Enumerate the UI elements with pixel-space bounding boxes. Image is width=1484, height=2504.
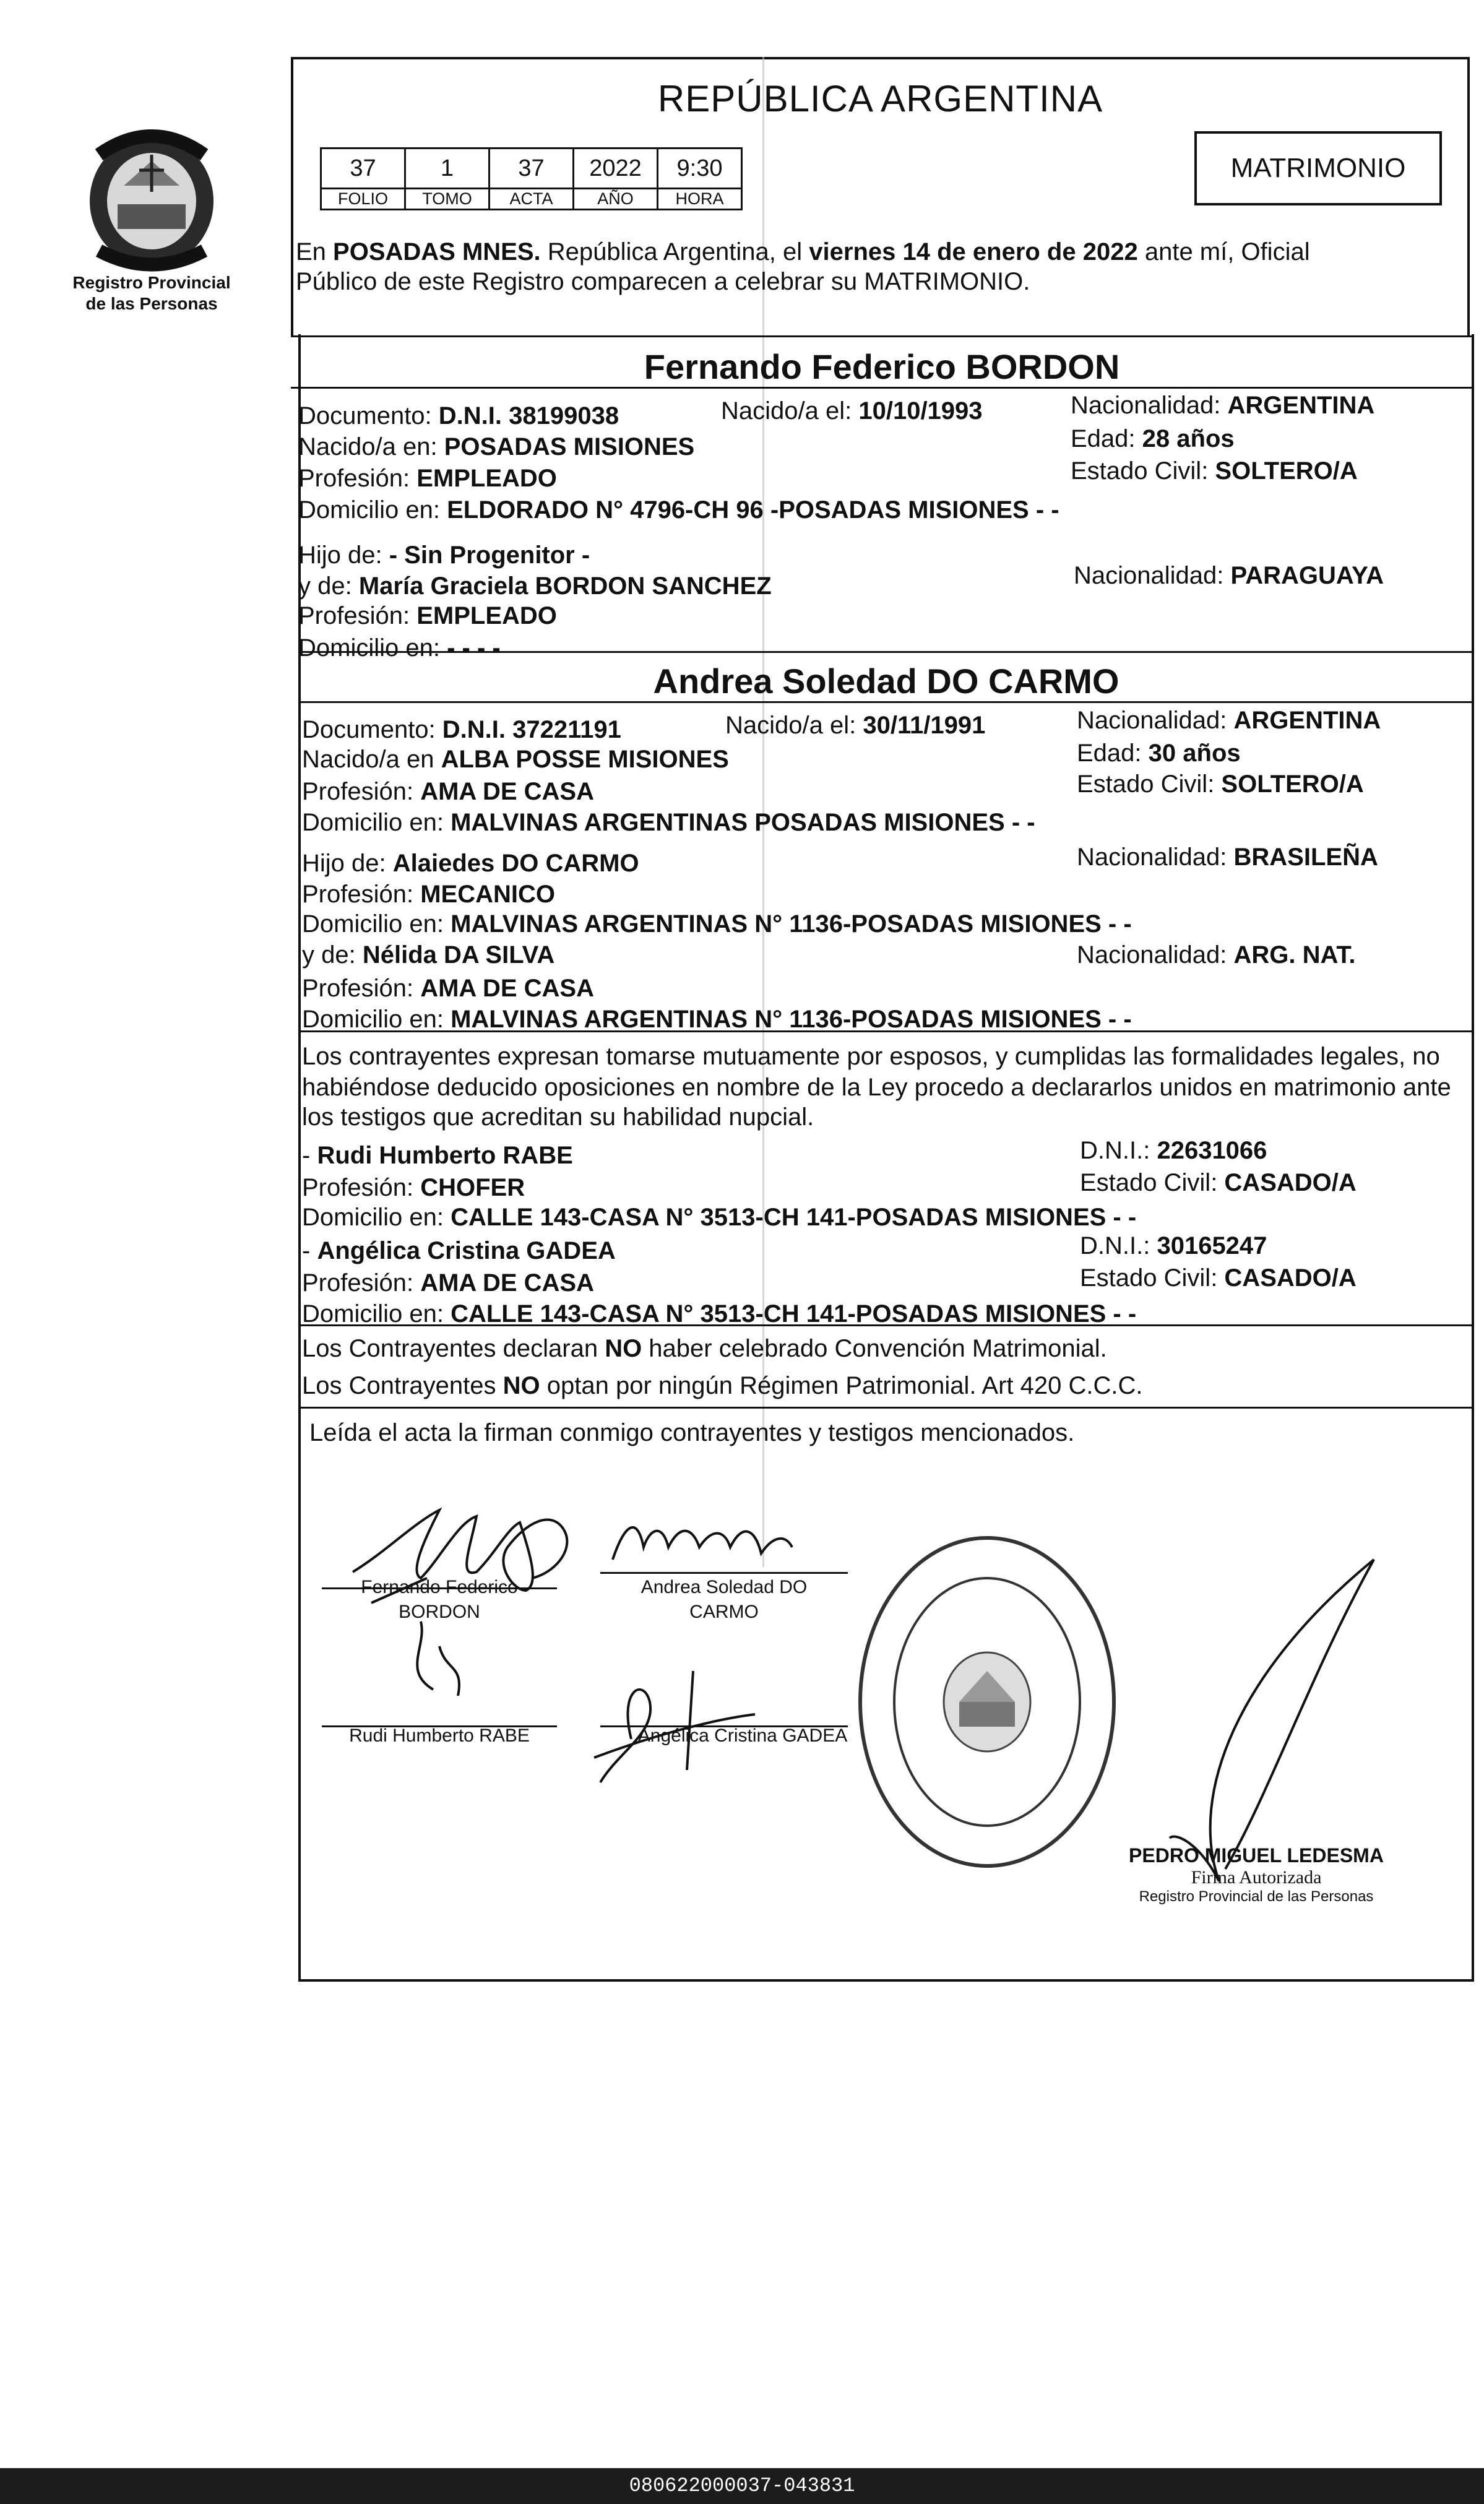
folio-value: 37 xyxy=(321,149,405,189)
page-title: REPÚBLICA ARGENTINA xyxy=(657,78,1103,119)
witness2-name xyxy=(302,1234,616,1267)
signature-official xyxy=(1126,1547,1386,1894)
declaration-line2: habiéndose deducido oposiciones en nombre de la Ley procedo a declararlos unidos en matrimonio ante xyxy=(302,1074,1451,1101)
official-stamp xyxy=(854,1529,1120,1875)
field-label: Nacido/a el: xyxy=(725,712,863,739)
field-value: 30 años xyxy=(1148,740,1241,767)
record-kind-box: MATRIMONIO xyxy=(1194,131,1442,205)
intro-text: ante mí, Oficial xyxy=(1137,238,1310,266)
field-value: Nélida DA SILVA xyxy=(362,941,555,969)
field-label: y de: xyxy=(298,572,359,600)
divider xyxy=(291,335,1473,337)
field-label: Profesión: xyxy=(302,778,421,805)
spouse2-father-address xyxy=(302,907,1132,941)
field-label: Nacionalidad: xyxy=(1077,707,1234,734)
field-label: Domicilio en: xyxy=(302,1006,451,1033)
field-label: Profesión: xyxy=(302,1174,421,1201)
spouse2-father-nationality xyxy=(1077,840,1378,874)
field-label: Estado Civil: xyxy=(1080,1264,1225,1292)
field-value: 28 años xyxy=(1142,425,1235,452)
tomo-label: TOMO xyxy=(405,189,490,210)
field-value: María Graciela BORDON SANCHEZ xyxy=(358,572,772,600)
field-value: ARG. NAT. xyxy=(1233,941,1356,969)
signature-label-line: Andrea Soledad DO xyxy=(641,1577,808,1597)
field-label: Domicilio en: xyxy=(298,634,447,662)
spouse1-document xyxy=(298,399,619,433)
regime-no: NO xyxy=(605,1335,642,1362)
field-value: - - - - xyxy=(447,634,501,662)
year-label: AÑO xyxy=(574,189,658,210)
field-value: SOLTERO/A xyxy=(1215,457,1358,485)
spouse1-father xyxy=(298,538,590,572)
registry-logo xyxy=(74,118,229,272)
signature-label-line: CARMO xyxy=(689,1602,759,1622)
field-value: CASADO/A xyxy=(1224,1264,1357,1292)
declaration-line3: los testigos que acreditan su habilidad nupcial. xyxy=(302,1103,814,1131)
field-label: Profesión: xyxy=(298,602,417,629)
intro-date: viernes 14 de enero de 2022 xyxy=(809,238,1138,266)
field-label: Nacionalidad: xyxy=(1071,392,1228,419)
intro-text: República Argentina, el xyxy=(540,238,809,266)
year-value: 2022 xyxy=(574,149,658,189)
logo-caption xyxy=(56,272,248,314)
spouse2-born-in xyxy=(302,743,729,776)
divider xyxy=(298,1407,1474,1409)
field-label: Edad: xyxy=(1077,740,1149,767)
spouse2-mother-address xyxy=(302,1003,1132,1036)
regime-text: haber celebrado Convención Matrimonial. xyxy=(642,1335,1107,1362)
field-label: Nacionalidad: xyxy=(1074,562,1231,589)
spouse2-name: Andrea Soledad DO CARMO xyxy=(653,662,1119,701)
field-value: EMPLEADO xyxy=(416,602,557,629)
field-label: Estado Civil: xyxy=(1077,771,1222,798)
intro-line2: Público de este Registro comparecen a celebrar su MATRIMONIO. xyxy=(296,268,1030,295)
spouse2-civil-status xyxy=(1077,767,1364,801)
field-value: EMPLEADO xyxy=(416,465,557,492)
field-value: PARAGUAYA xyxy=(1230,562,1384,589)
spouse1-nationality xyxy=(1071,389,1374,422)
folio-label: FOLIO xyxy=(321,189,405,210)
field-value: AMA DE CASA xyxy=(420,975,594,1002)
official-name: PEDRO MIGUEL LEDESMA xyxy=(1129,1844,1384,1867)
list-marker: - xyxy=(302,1142,317,1169)
field-label: Domicilio en: xyxy=(302,1300,451,1328)
field-label: Profesión: xyxy=(302,975,421,1002)
witness2-profession xyxy=(302,1266,594,1300)
spouse2-mother-profession xyxy=(302,972,594,1005)
field-label: Nacido/a en xyxy=(302,746,441,773)
field-label: Domicilio en: xyxy=(302,910,451,938)
hour-value: 9:30 xyxy=(658,149,742,189)
spouse2-father-profession xyxy=(302,878,555,911)
spouse1-born-in xyxy=(298,430,694,464)
field-label: Edad: xyxy=(1071,425,1142,452)
field-value: AMA DE CASA xyxy=(420,1269,594,1297)
spouse1-born-on xyxy=(721,394,983,428)
field-value: D.N.I. 37221191 xyxy=(442,716,621,743)
field-value: 10/10/1993 xyxy=(858,397,983,425)
field-label: Estado Civil: xyxy=(1080,1169,1225,1196)
signature-label-line: Fernando Federico xyxy=(361,1577,518,1597)
field-label: Documento: xyxy=(298,402,439,430)
spouse1-mother-profession xyxy=(298,599,557,632)
field-value: MECANICO xyxy=(420,881,555,908)
field-value: CALLE 143-CASA N° 3513-CH 141-POSADAS MISIONES - - xyxy=(451,1300,1137,1328)
logo-caption-line1: Registro Provincial xyxy=(72,273,231,292)
field-value: SOLTERO/A xyxy=(1221,771,1364,798)
witness1-address xyxy=(302,1201,1136,1234)
field-value: Angélica Cristina GADEA xyxy=(317,1237,616,1264)
spouse1-mother xyxy=(298,569,772,603)
registry-table xyxy=(320,147,743,210)
spouse1-mother-nationality xyxy=(1074,559,1384,592)
field-label: y de: xyxy=(302,941,363,969)
signature-label-rudi: Rudi Humberto RABE xyxy=(349,1725,530,1746)
regime-text: optan por ningún Régimen Patrimonial. Art 420 C.C.C. xyxy=(540,1372,1143,1399)
authorized-signatory xyxy=(1102,1844,1411,1906)
spouse2-document xyxy=(302,713,621,746)
field-value: BRASILEÑA xyxy=(1233,844,1378,871)
spouse2-profession xyxy=(302,775,594,808)
intro-line1 xyxy=(296,235,1310,269)
spouse1-civil-status xyxy=(1071,454,1358,488)
spouse1-age xyxy=(1071,422,1235,455)
signature-label-angelica: Angélica Cristina GADEA xyxy=(637,1725,848,1746)
witness2-civil-status xyxy=(1080,1261,1357,1295)
signature-andrea xyxy=(606,1510,805,1578)
tomo-value: 1 xyxy=(405,149,490,189)
field-label: Nacido/a el: xyxy=(721,397,859,425)
field-label: Profesión: xyxy=(302,881,421,908)
regime-no: NO xyxy=(503,1372,540,1399)
logo-caption-line2: de las Personas xyxy=(85,294,218,313)
field-value: ARGENTINA xyxy=(1227,392,1375,419)
field-label: Hijo de: xyxy=(302,850,393,877)
field-value: - Sin Progenitor - xyxy=(389,542,590,569)
field-label: Nacionalidad: xyxy=(1077,844,1234,871)
regime-text: Los Contrayentes xyxy=(302,1372,503,1399)
witness2-dni xyxy=(1080,1229,1267,1263)
field-label: Profesión: xyxy=(302,1269,421,1297)
field-label: D.N.I.: xyxy=(1080,1232,1157,1259)
field-value: D.N.I. 38199038 xyxy=(438,402,619,430)
field-label: Domicilio en: xyxy=(302,809,451,836)
field-value: Alaiedes DO CARMO xyxy=(392,850,639,877)
signature-line xyxy=(600,1572,848,1574)
signature-label-andrea xyxy=(600,1575,848,1625)
intro-text: En xyxy=(296,238,334,266)
field-label: Nacido/a en: xyxy=(298,433,444,460)
field-value: MALVINAS ARGENTINAS N° 1136-POSADAS MISIONES - - xyxy=(451,1006,1132,1033)
witness2-address xyxy=(302,1297,1136,1331)
spouse2-age xyxy=(1077,736,1241,770)
signature-label-fernando xyxy=(322,1575,557,1625)
field-label: Estado Civil: xyxy=(1071,457,1215,485)
field-value: ELDORADO N° 4796-CH 96 -POSADAS MISIONES - - xyxy=(447,496,1059,524)
spouse2-mother-nationality xyxy=(1077,938,1356,972)
field-value: AMA DE CASA xyxy=(420,778,594,805)
field-label: Nacionalidad: xyxy=(1077,941,1234,969)
field-label: Hijo de: xyxy=(298,542,389,569)
field-value: ARGENTINA xyxy=(1233,707,1381,734)
spouse1-name: Fernando Federico BORDON xyxy=(644,347,1120,386)
spouse2-father xyxy=(302,847,639,880)
closing-text: Leída el acta la firman conmigo contrayentes y testigos mencionados. xyxy=(309,1419,1075,1446)
field-label: Domicilio en: xyxy=(302,1204,451,1231)
spouse1-address xyxy=(298,493,1059,527)
spouse1-profession xyxy=(298,462,557,495)
field-value: CHOFER xyxy=(420,1174,525,1201)
field-value: POSADAS MISIONES xyxy=(444,433,695,460)
signature-label-line: BORDON xyxy=(399,1602,480,1622)
regime-line2 xyxy=(302,1369,1143,1402)
witness1-profession xyxy=(302,1171,525,1204)
spouse2-address xyxy=(302,806,1035,839)
field-value: CALLE 143-CASA N° 3513-CH 141-POSADAS MISIONES - - xyxy=(451,1204,1137,1231)
witness1-civil-status xyxy=(1080,1166,1357,1199)
spouse2-mother xyxy=(302,938,554,972)
spouse1-mother-address xyxy=(298,631,501,665)
spouse2-nationality xyxy=(1077,704,1381,737)
intro-city: POSADAS MNES. xyxy=(333,238,541,266)
witness1-name xyxy=(302,1139,573,1172)
official-title: Firma Autorizada xyxy=(1191,1867,1322,1888)
field-label: Domicilio en: xyxy=(298,496,447,524)
field-value: CASADO/A xyxy=(1224,1169,1357,1196)
hour-label: HORA xyxy=(658,189,742,210)
list-marker: - xyxy=(302,1237,317,1264)
field-label: Documento: xyxy=(302,716,442,743)
declaration-line1: Los contrayentes expresan tomarse mutuamente por esposos, y cumplidas las formalidades legales, no xyxy=(302,1043,1440,1070)
field-value: MALVINAS ARGENTINAS POSADAS MISIONES - - xyxy=(451,809,1035,836)
field-value: ALBA POSSE MISIONES xyxy=(441,746,729,773)
acta-label: ACTA xyxy=(490,189,574,210)
regime-text: Los Contrayentes declaran xyxy=(302,1335,605,1362)
field-value: MALVINAS ARGENTINAS N° 1136-POSADAS MISIONES - - xyxy=(451,910,1132,938)
document-barcode-footer: 080622000037-043831 xyxy=(0,2468,1484,2504)
field-value: 22631066 xyxy=(1157,1137,1267,1164)
spouse2-born-on xyxy=(725,709,985,742)
field-label: Profesión: xyxy=(298,465,417,492)
divider xyxy=(298,701,1474,703)
field-value: 30165247 xyxy=(1157,1232,1267,1259)
field-value: Rudi Humberto RABE xyxy=(317,1142,573,1169)
witness1-dni xyxy=(1080,1134,1267,1167)
field-label: D.N.I.: xyxy=(1080,1137,1157,1164)
field-value: 30/11/1991 xyxy=(863,712,986,739)
acta-value: 37 xyxy=(490,149,574,189)
regime-line1 xyxy=(302,1332,1107,1365)
official-office: Registro Provincial de las Personas xyxy=(1139,1888,1374,1905)
